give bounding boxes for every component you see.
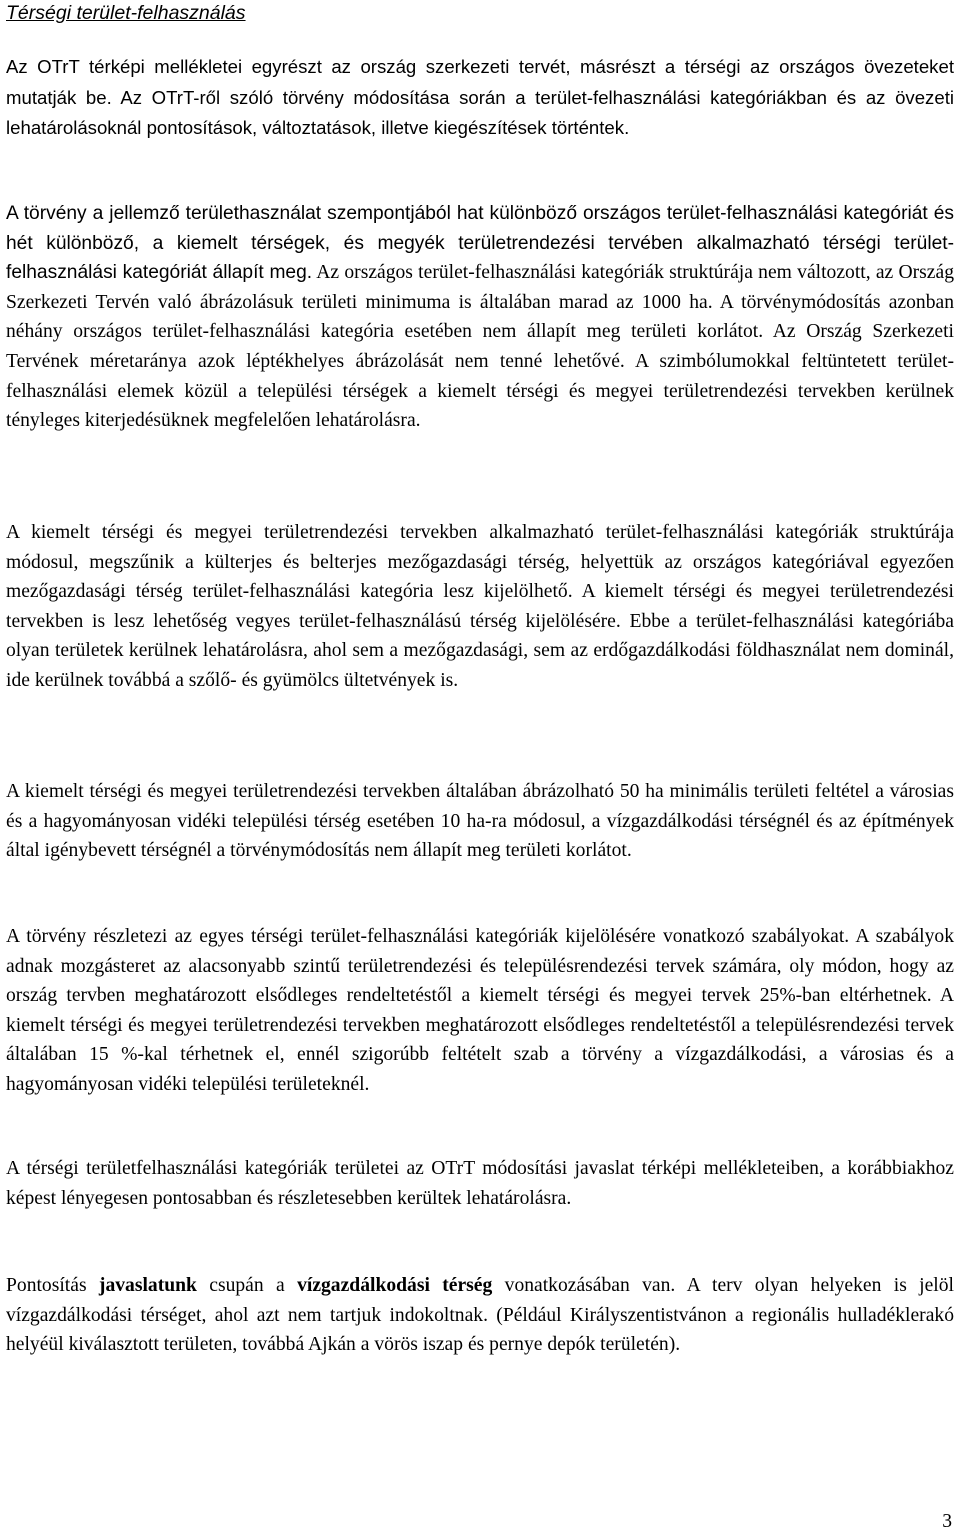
paragraph-intro-text: Az OTrT térképi mellékletei egyrészt az ország szerkezeti tervét, másrészt a térségi az országos övezeteket mutatják be. Az OTrT-ről szóló törvény módosítása során a terület-felhasználási kategóriákban és az övezeti lehatárolásoknál pontosítások, változtatások, illetve kiegészítések történtek. bbox=[6, 56, 954, 139]
paragraph-structure: A kiemelt térségi és megyei területrendezési tervekben alkalmazható terület-felhasználási kategóriák struktúrája módosul, megszűnik a külterjes és belterjes mezőgazdasági térség, helyettük az országos kategóriával egyezően mezőgazdasági térség terület-felhasználási kategória lesz kijelölhető. A kiemelt térségi és megyei területrendezési tervekben is lesz lehetőség vegyes terület-felhasználású térség kijelölésére. Ebbe a terület-felhasználási kategóriába olyan területek kerülnek lehatárolásra, ahol sem a mezőgazdasági, sem az erdőgazdálkodási földhasználat nem dominál, ide kerülnek továbbá a szőlő- és gyümölcs ültetvények is. bbox=[6, 522, 954, 691]
proposal-text-1: Pontosítás bbox=[6, 1275, 99, 1296]
proposal-text-2: csupán a bbox=[196, 1275, 298, 1296]
paragraph-categories-serif-text: Az országos terület-felhasználási kategóriák struktúrája nem változott, az Ország Szerkezeti Tervén való ábrázolásuk területi minimuma is általában marad az 1000 ha. A törvénymódosítás azonban néhány országos terület-felhasználási kategória esetében nem állapít meg területi korlátot. Az Ország Szerkezeti Tervének méretaránya azok léptékhelyes ábrázolását nem tenné lehetővé. A szimbólumokkal feltüntetett terület-felhasználási elemek közül a települési térségek a kiemelt térségi és megyei területrendezési tervekben kerülnek tényleges kiterjedésüknek megfelelően lehatárolásra. bbox=[6, 262, 954, 432]
paragraph-categories-sans-text: A törvény a jellemző területhasználat szempontjából hat különböző országos terület-felhasználási kategóriát és hét különböző, a kiemelt térségek, és megyék területrendezési tervében alkalmazható térségi terület-felhasználási kategóriát állapít meg. bbox=[6, 203, 954, 284]
paragraph-categories bbox=[6, 199, 954, 436]
paragraph-maps: A térségi területfelhasználási kategóriák területei az OTrT módosítási javaslat térképi mellékleteiben, a korábbiakhoz képest lényegesen pontosabban és részletesebben kerültek lehatárolásra. bbox=[6, 1158, 954, 1209]
proposal-text-3: vonatkozásában van. A terv olyan helyeken is jelöl vízgazdálkodási térséget, ahol azt nem tartjuk indokoltnak. (Például Királyszentistvánon a regionális hulladéklerakó helyéül kiválasztott területen, továbbá Ajkán a vörös iszap és pernye depók területén). bbox=[6, 1275, 954, 1356]
section-heading: Térségi terület-felhasználás bbox=[6, 2, 246, 24]
page-number: 3 bbox=[942, 1511, 952, 1532]
paragraph-minimum-area: A kiemelt térségi és megyei területrendezési tervekben általában ábrázolható 50 ha minimális területi feltétel a városias és a hagyományosan vidéki települési térség esetében 10 ha-ra módosul, a vízgazdálkodási térségnél és az építmények által igénybevett térségnél a törvénymódosítás nem állapít meg területi korlátot. bbox=[6, 781, 954, 862]
paragraph-rules: A törvény részletezi az egyes térségi terület-felhasználási kategóriák kijelölésére vonatkozó szabályokat. A szabályok adnak mozgásteret az alacsonyabb szintű területrendezési és településrendezési tervek számára, oly módon, hogy az ország tervben meghatározott elsődleges rendeltetéstől a kiemelt térségi és megyei tervek 25%-ban eltérhetnek. A kiemelt térségi és megyei területrendezési tervekben meghatározott elsődleges rendeltetéstől a településrendezési tervek általában 15 %-kal térhetnek el, ennél szigorúbb feltételt szab a törvény a vízgazdálkodási, a városias és a hagyományosan vidéki települési területeknél. bbox=[6, 926, 954, 1095]
proposal-bold-1: javaslatunk bbox=[98, 1275, 197, 1296]
paragraph-intro bbox=[6, 52, 954, 144]
proposal-bold-2: vízgazdálkodási térség bbox=[297, 1275, 493, 1296]
paragraph-proposal bbox=[6, 1271, 954, 1360]
